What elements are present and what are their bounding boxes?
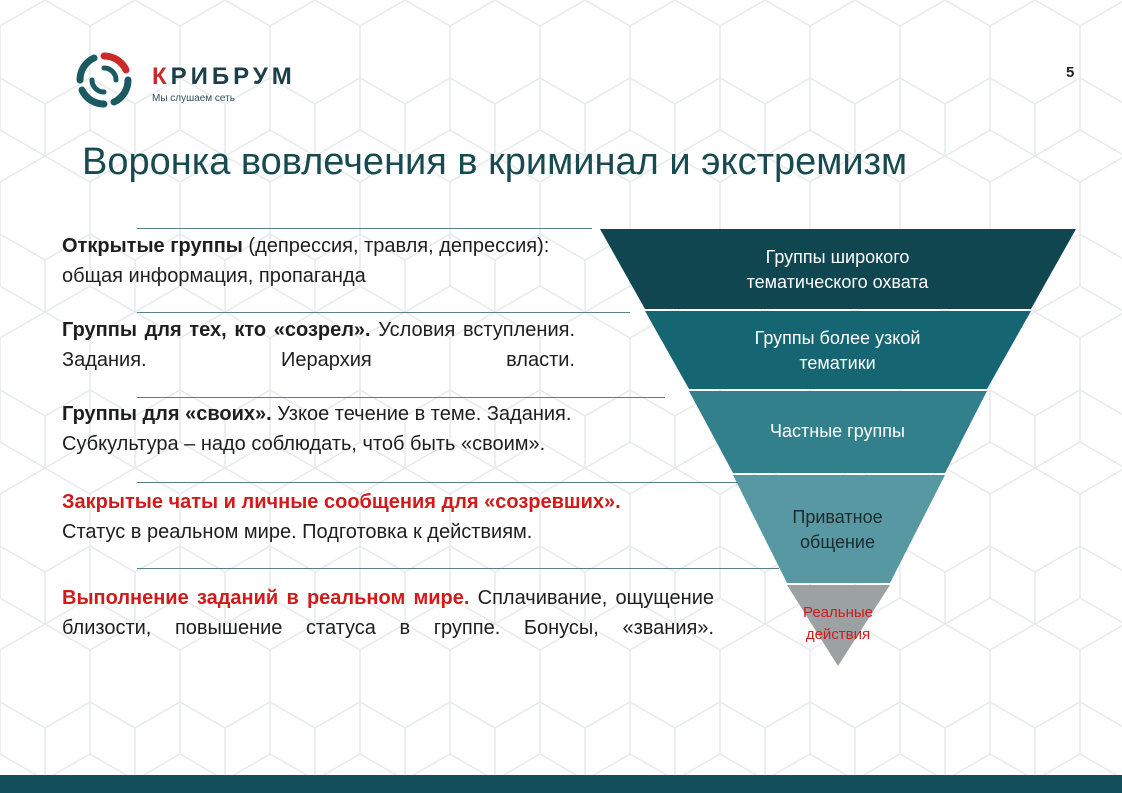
description-bold: Выполнение заданий в реальном мире. — [62, 587, 470, 609]
funnel-label-line: Группы более узкой — [754, 328, 921, 348]
funnel-label-5 — [768, 602, 908, 646]
funnel-label-line: Группы широкого — [765, 247, 910, 267]
description-bold: Закрытые чаты и личные сообщения для «созревших». — [62, 491, 621, 513]
description-bold: Группы для тех, кто «созрел». — [62, 319, 371, 341]
slide-title: Воронка вовлечения в криминал и экстремизм — [82, 141, 908, 183]
funnel-label-line: тематического охвата — [746, 272, 929, 292]
funnel-label-line: общение — [800, 532, 875, 552]
description-bold: Группы для «своих». — [62, 403, 272, 425]
funnel-label-1 — [700, 245, 975, 295]
brand-rest: РИБРУМ — [170, 63, 296, 90]
funnel-label-line: Реальные — [802, 604, 873, 621]
brand-first-letter: К — [152, 63, 171, 90]
funnel-label-line: Частные группы — [770, 421, 905, 441]
funnel-label-line: Приватное — [792, 507, 883, 527]
description-text: (депрессия, травля, депрессия): общая информация, пропаганда — [62, 235, 550, 287]
funnel-label-2 — [700, 326, 975, 376]
page-number: 5 — [1066, 64, 1075, 81]
funnel-label-line: тематики — [799, 353, 876, 373]
funnel-label-4 — [740, 505, 935, 555]
brand-tagline: Мы слушаем сеть — [152, 93, 235, 104]
description-text: Узкое течение в теме. Задания. Субкультура – надо соблюдать, чтоб быть «своим». — [62, 403, 572, 455]
footer-bar — [0, 775, 1122, 793]
description-bold: Открытые группы — [62, 235, 243, 257]
description-text: Условия вступления. Задания. Иерархия власти. — [62, 319, 575, 371]
description-text: Статус в реальном мире. Подготовка к действиям. — [62, 521, 533, 543]
funnel-label-line: действия — [805, 626, 871, 643]
description-text: Сплачивание, ощущение близости, повышение статуса в группе. Бонусы, «звания». — [62, 587, 714, 639]
funnel-label-3 — [700, 419, 975, 444]
